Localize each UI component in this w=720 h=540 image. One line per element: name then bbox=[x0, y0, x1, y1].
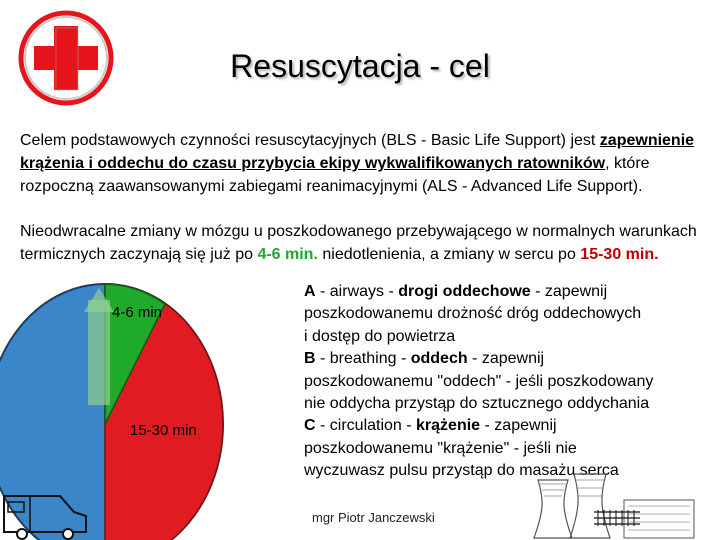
abc-a-line bbox=[304, 281, 704, 303]
abc-b-line bbox=[304, 348, 704, 370]
abc-a-letter: A bbox=[304, 283, 316, 300]
abc-c-key: krążenie bbox=[416, 417, 481, 435]
abc-a-line-3: i dostęp do powietrza bbox=[304, 327, 456, 345]
red-cross-icon bbox=[16, 8, 116, 108]
abc-b-line-2: poszkodowanemu "oddech" - jeśli poszkodowany bbox=[304, 372, 654, 390]
pie-label-brain: 4-6 min bbox=[112, 304, 163, 321]
abc-c-rest: - zapewnij bbox=[480, 417, 557, 435]
abc-list bbox=[304, 281, 704, 483]
intro-underlined-text: zapewnienie krążenia i oddechu do czasu przybycia ekipy wykwalifikowanych ratowników bbox=[20, 132, 695, 172]
fence-icon bbox=[592, 508, 642, 528]
damage-paragraph bbox=[20, 220, 700, 266]
intro-text-end: , które rozpoczną zaawansowanymi zabiegami reanimacyjnymi (ALS - Advanced Life Support). bbox=[20, 155, 650, 195]
abc-c-sep: - circulation - bbox=[315, 417, 417, 435]
damage-text: Nieodwracalne zmiany w mózgu u poszkodowanego przebywającego w normalnych warunkach termicznych zaczynają się już po bbox=[20, 223, 697, 263]
abc-b-letter: B bbox=[304, 350, 316, 368]
abc-a-sep: - airways - bbox=[315, 283, 399, 300]
abc-c-line bbox=[304, 415, 704, 437]
pie-label-heart: 15-30 min bbox=[130, 422, 197, 439]
abc-a-rest: - zapewnij bbox=[530, 283, 608, 300]
intro-paragraph bbox=[20, 129, 700, 198]
damage-text-end: . bbox=[654, 246, 659, 263]
ambulance-icon bbox=[0, 488, 90, 540]
cooling-towers-icon bbox=[528, 470, 708, 540]
abc-b-key: oddech bbox=[410, 350, 468, 368]
heart-time: 15-30 min bbox=[580, 246, 655, 263]
damage-text-middle: niedotlenienia, a zmiany w sercu po bbox=[322, 246, 576, 263]
abc-c-line-2: poszkodowanemu "krążenie" - jeśli nie bbox=[304, 439, 577, 457]
abc-c-letter: C bbox=[304, 417, 316, 435]
brain-time: 4-6 min. bbox=[257, 246, 318, 263]
abc-a-key: drogi oddechowe bbox=[398, 283, 531, 300]
abc-a-line-2: poszkodowanemu drożność dróg oddechowych bbox=[304, 305, 642, 323]
abc-c-line-3: wyczuwasz pulsu przystąp do masażu serca bbox=[304, 462, 619, 480]
intro-text: Celem podstawowych czynności resuscytacyjnych (BLS - Basic Life Support) jest bbox=[20, 132, 596, 149]
abc-b-sep: - breathing - bbox=[315, 350, 411, 368]
author-footer: mgr Piotr Janczewski bbox=[312, 510, 435, 525]
slide-title: Resuscytacja - cel bbox=[230, 48, 490, 84]
abc-b-rest: - zapewnij bbox=[467, 350, 545, 368]
abc-b-line-3: nie oddycha przystąp do sztucznego oddychania bbox=[304, 395, 650, 413]
